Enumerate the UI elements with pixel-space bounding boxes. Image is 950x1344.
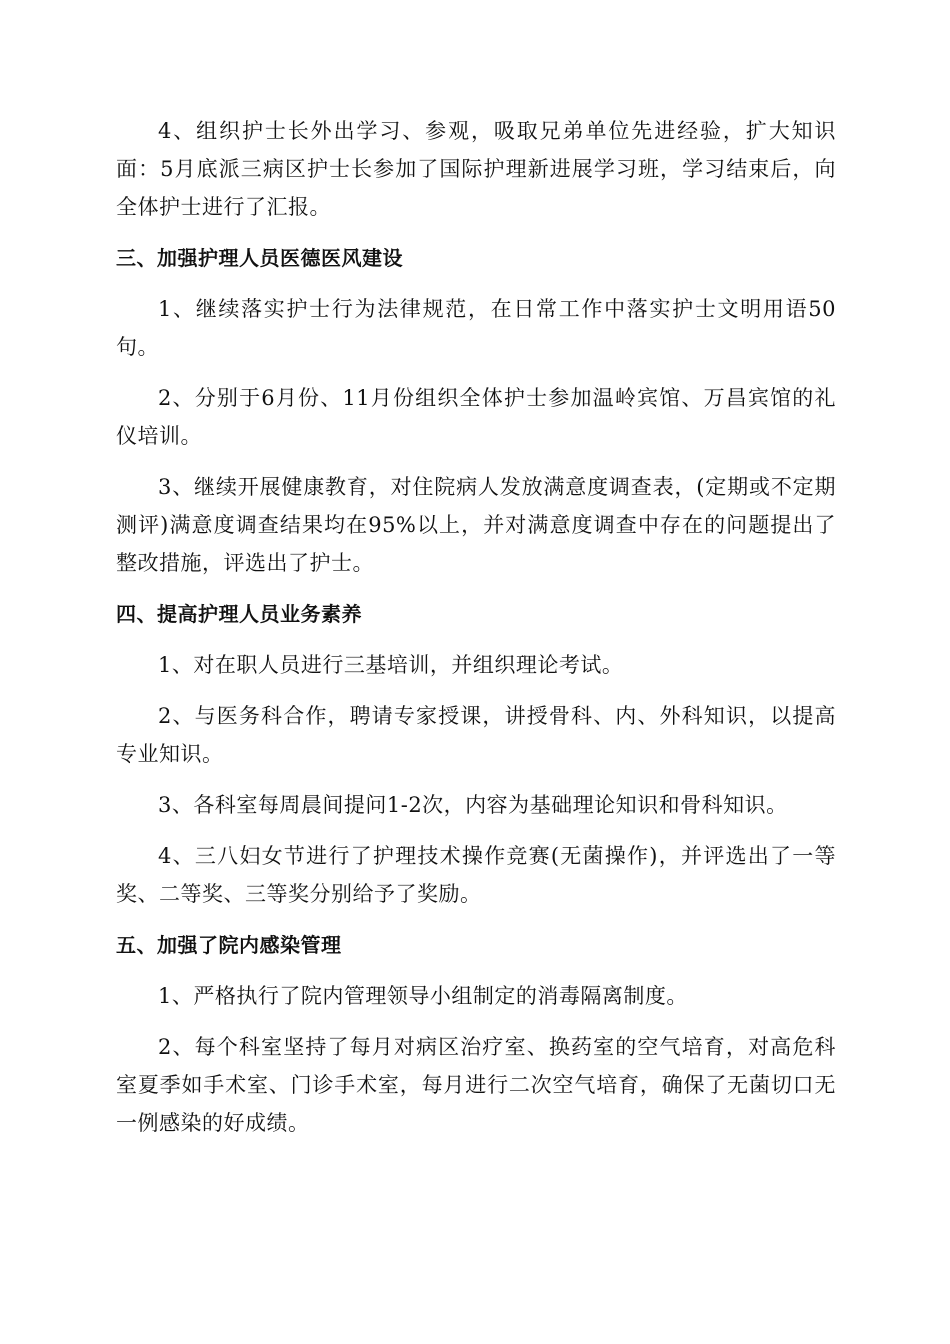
paragraph-skills-competition: 4、三八妇女节进行了护理技术操作竞赛(无菌操作)，并评选出了一等奖、二等奖、三等奖分别给予了奖励。 [116,844,836,906]
paragraph-air-culture: 2、每个科室坚持了每月对病区治疗室、换药室的空气培育，对高危科室夏季如手术室、门诊手术室，每月进行二次空气培育，确保了无菌切口无一例感染的好成绩。 [116,1035,836,1135]
paragraph-morning-questions: 3、各科室每周晨间提问1-2次，内容为基础理论知识和骨科知识。 [158,793,788,817]
paragraph-civil-terms: 1、继续落实护士行为法律规范，在日常工作中落实护士文明用语50句。 [116,297,836,359]
paragraph-basic-training: 1、对在职人员进行三基培训，并组织理论考试。 [158,653,624,677]
section-heading-5: 五、加强了院内感染管理 [116,933,342,957]
section-heading-3: 三、加强护理人员医德医风建设 [116,246,403,270]
paragraph-etiquette-training: 2、分别于6月份、11月份组织全体护士参加温岭宾馆、万昌宾馆的礼仪培训。 [116,386,836,448]
paragraph-expert-lectures: 2、与医务科合作，聘请专家授课，讲授骨科、内、外科知识，以提高专业知识。 [116,704,836,766]
section-heading-4: 四、提高护理人员业务素养 [116,602,362,626]
paragraph-item-4-study: 4、组织护士长外出学习、参观，吸取兄弟单位先进经验，扩大知识面：5月底派三病区护士长参加了国际护理新进展学习班，学习结束后，向全体护士进行了汇报。 [116,119,836,219]
paragraph-disinfection-system: 1、严格执行了院内管理领导小组制定的消毒隔离制度。 [158,984,688,1008]
document-body [116,112,836,1155]
paragraph-health-education: 3、继续开展健康教育，对住院病人发放满意度调查表，(定期或不定期测评)满意度调查结果均在95%以上，并对满意度调查中存在的问题提出了整改措施，评选出了护士。 [116,475,836,575]
